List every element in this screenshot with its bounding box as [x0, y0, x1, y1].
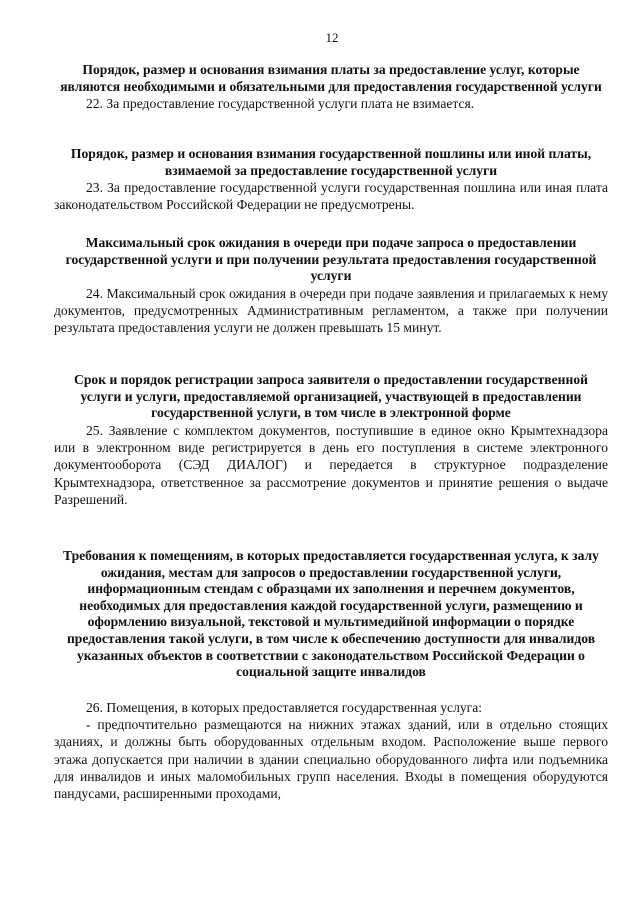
section-heading: Срок и порядок регистрации запроса заявителя о предоставлении государственной услуги и услуги, предоставляемой организацией, участвующей в предоставлении государственной услуги, в том числе в электронной форме: [74, 372, 588, 421]
section-heading: Максимальный срок ожидания в очереди при подаче запроса о предоставлении государственной услуги и при получении результата предоставления государственной услуги: [65, 235, 597, 284]
page-number: 12: [325, 30, 339, 45]
section-heading: Требования к помещениям, в которых предоставляется государственная услуга, к залу ожидания, местам для запросов о предоставлении государственной услуги, информационным стендам с образцами их заполнения и перечнем документов, необходимых для предоставления каждой государственной услуги, размещению и оформлению визуальной, текстовой и мультимедийной информации о порядке предоставления такой услуги, в том числе к обеспечению доступности для инвалидов указанных объектов в соответствии с законодательством Российской Федерации о социальной защите инвалидов: [63, 548, 599, 680]
section-heading: Порядок, размер и основания взимания платы за предоставление услуг, которые являются необходимыми и обязательными для предоставления государственной услуги: [60, 62, 602, 94]
paragraph-22: 22. За предоставление государственной услуги плата не взимается.: [86, 96, 475, 112]
section-state-duty: [54, 146, 608, 214]
section-fee-services: [54, 62, 608, 112]
paragraph-23: 23. За предоставление государственной услуги государственная пошлина или иная плата законодательством Российской Федерации не предусмотрены.: [54, 180, 608, 213]
paragraph-25: 25. Заявление с комплектом документов, поступившие в единое окно Крымтехнадзора или в электронном виде регистрируется в день его поступления в системе электронного документооборота (СЭД ДИАЛОГ) и передается в структурное подразделение Крымтехнадзора, ответственное за рассмотрение документов и принятие решения о выдаче Разрешений.: [54, 422, 608, 507]
paragraph-26: 26. Помещения, в которых предоставляется государственная услуга:: [86, 699, 483, 715]
section-registration: [54, 372, 608, 508]
section-queue-time: [54, 235, 608, 337]
paragraph-24: 24. Максимальный срок ожидания в очереди при подаче заявления и прилагаемых к нему документов, предусмотренных Административным регламентом, а также при получении результата предоставления услуги не должен превышать 15 минут.: [54, 285, 608, 336]
paragraph-26-item: - предпочтительно размещаются на нижних этажах зданий, или в отдельно стоящих зданиях, и должны быть оборудованных отдельным входом. Расположение выше первого этажа допускается при наличии в здании специально оборудованного лифта или подъемника для инвалидов и иных маломобильных групп населения. Входы в помещения оборудуются пандусами, расширенными проходами,: [54, 717, 608, 802]
section-premises-requirements: [54, 548, 608, 803]
section-heading: Порядок, размер и основания взимания государственной пошлины или иной платы, взимаемой за предоставление государственной услуги: [70, 146, 592, 178]
